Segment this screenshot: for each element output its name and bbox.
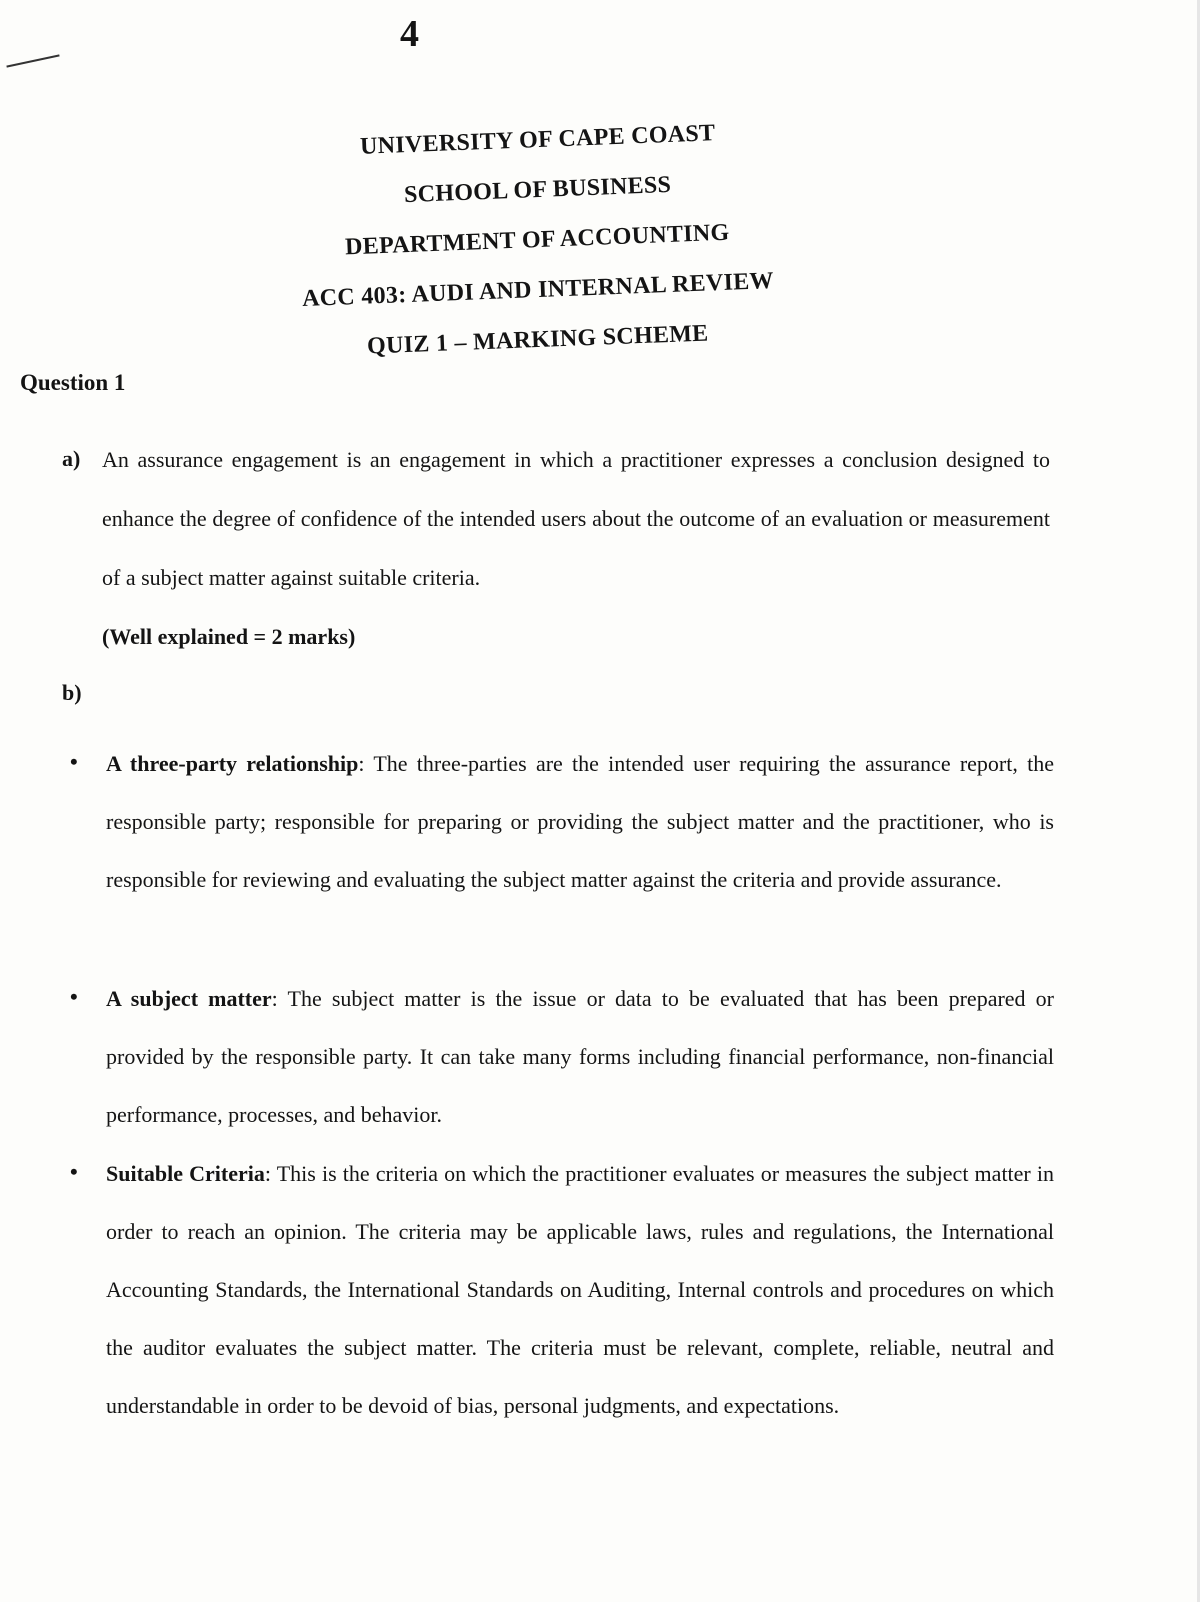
quiz-title: QUIZ 1 – MARKING SCHEME	[366, 320, 709, 360]
department-name: DEPARTMENT OF ACCOUNTING	[344, 219, 731, 261]
bullet-body: The three-parties are the intended user requiring the assurance report, the responsible party; responsible for preparing or providing the subject matter and the practitioner, who is responsible for reviewing and evaluating the subject matter against the criteria and provide assurance.	[106, 751, 1054, 892]
question-title: Question 1	[20, 370, 126, 395]
part-a-text	[102, 430, 1050, 666]
bullet-colon: :	[271, 986, 288, 1011]
part-a-label: a)	[62, 446, 81, 471]
part-b-label: b)	[62, 680, 82, 705]
course-title: ACC 403: AUDI AND INTERNAL REVIEW	[301, 267, 774, 313]
bullet-term: Suitable Criteria	[106, 1161, 265, 1186]
bullet-text	[106, 970, 1054, 1144]
bullet-body: This is the criteria on which the practitioner evaluates or measures the subject matter in order to reach an opinion. The criteria may be applicable laws, rules and regulations, the International Accounting Standards, the International Standards on Auditing, Internal controls and procedures on which the auditor evaluates the subject matter. The criteria must be relevant, complete, reliable, neutral and understandable in order to be devoid of bias, personal judgments, and expectations.	[106, 1161, 1054, 1418]
bullet-icon: •	[70, 984, 78, 1009]
bullet-colon: :	[358, 751, 374, 776]
pen-mark	[6, 54, 59, 67]
university-name: UNIVERSITY OF CAPE COAST	[359, 120, 716, 160]
bullet-icon: •	[70, 1159, 78, 1184]
bullet-text	[106, 735, 1054, 909]
document-header	[0, 115, 1075, 365]
school-name: SCHOOL OF BUSINESS	[403, 171, 672, 209]
bullet-term: A subject matter	[106, 986, 272, 1011]
part-a-marks: (Well explained = 2 marks)	[102, 624, 356, 649]
part-a-answer: An assurance engagement is an engagement in which a practitioner expresses a conclusion designed to enhance the degree of confidence of the intended users about the outcome of an evaluation or measurement of a subject matter against suitable criteria.	[102, 447, 1050, 590]
bullet-icon: •	[70, 749, 78, 774]
bullet-text	[106, 1145, 1054, 1435]
bullet-body: The subject matter is the issue or data to be evaluated that has been prepared or provided by the responsible party. It can take many forms including financial performance, non-financial performance, processes, and behavior.	[106, 986, 1055, 1127]
bullet-term: A three-party relationship	[106, 751, 359, 776]
page-number: 4	[400, 13, 419, 55]
bullet-colon: :	[264, 1161, 277, 1186]
